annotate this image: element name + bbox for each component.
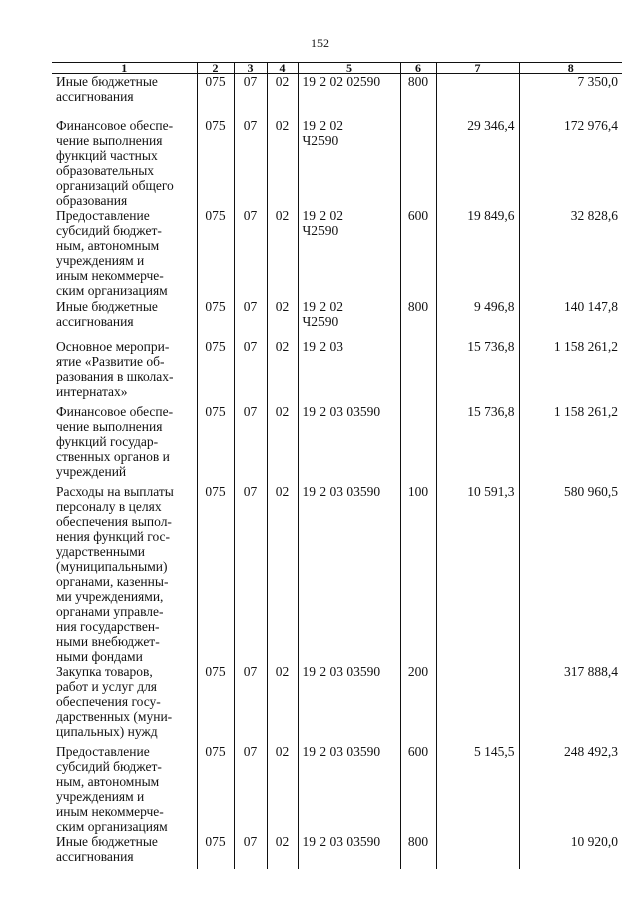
row-col-8: 580 960,5 — [519, 484, 622, 664]
row-col-7: 5 145,5 — [436, 744, 519, 834]
row-type: 600 — [400, 208, 436, 299]
row-col-3: 07 — [234, 118, 267, 208]
row-code: 19 2 02 Ч2590 — [298, 208, 400, 299]
row-col-2: 075 — [197, 404, 234, 484]
header-col-1: 1 — [52, 63, 197, 74]
row-col-4: 02 — [267, 834, 298, 869]
row-code: 19 2 03 — [298, 339, 400, 404]
row-type — [400, 339, 436, 404]
row-col-4: 02 — [267, 299, 298, 339]
row-code: 19 2 02 Ч2590 — [298, 118, 400, 208]
row-col-4: 02 — [267, 339, 298, 404]
row-col-2: 075 — [197, 744, 234, 834]
row-col-4: 02 — [267, 404, 298, 484]
row-col-8: 317 888,4 — [519, 664, 622, 744]
row-col-7 — [436, 74, 519, 118]
row-col-3: 07 — [234, 484, 267, 664]
row-col-7: 29 346,4 — [436, 118, 519, 208]
table-header-row — [52, 63, 622, 74]
header-col-2: 2 — [197, 63, 234, 74]
row-code: 19 2 02 Ч2590 — [298, 299, 400, 339]
row-col-2: 075 — [197, 339, 234, 404]
row-code: 19 2 03 03590 — [298, 404, 400, 484]
row-code: 19 2 03 03590 — [298, 664, 400, 744]
row-col-7: 15 736,8 — [436, 404, 519, 484]
row-col-3: 07 — [234, 834, 267, 869]
table-row — [52, 834, 622, 869]
row-col-2: 075 — [197, 208, 234, 299]
row-type: 600 — [400, 744, 436, 834]
row-name: Финансовое обеспе- чение выполнения функций государ- ственных органов и учреждений — [56, 403, 174, 479]
row-name: Предоставление субсидий бюджет- ным, автономным учреждениям и иным некоммерче- ским организациям — [56, 743, 168, 834]
row-col-2: 075 — [197, 484, 234, 664]
row-col-4: 02 — [267, 74, 298, 118]
row-col-3: 07 — [234, 299, 267, 339]
row-name: Закупка товаров, работ и услуг для обеспечения госу- дарственных (муни- ципальных) нужд — [56, 663, 173, 739]
row-col-8: 172 976,4 — [519, 118, 622, 208]
table-row — [52, 744, 622, 834]
row-col-8: 32 828,6 — [519, 208, 622, 299]
row-col-7: 10 591,3 — [436, 484, 519, 664]
row-col-7 — [436, 834, 519, 869]
row-col-4: 02 — [267, 664, 298, 744]
table-row — [52, 339, 622, 404]
row-name: Предоставление субсидий бюджет- ным, автономным учреждениям и иным некоммерче- ским организациям — [56, 207, 168, 298]
budget-table — [52, 62, 622, 869]
row-col-4: 02 — [267, 744, 298, 834]
row-col-8: 10 920,0 — [519, 834, 622, 869]
row-col-3: 07 — [234, 744, 267, 834]
header-col-6: 6 — [400, 63, 436, 74]
row-col-7: 15 736,8 — [436, 339, 519, 404]
table-row — [52, 484, 622, 664]
row-col-2: 075 — [197, 299, 234, 339]
header-col-5: 5 — [298, 63, 400, 74]
table-row — [52, 299, 622, 339]
row-col-2: 075 — [197, 74, 234, 118]
row-col-8: 140 147,8 — [519, 299, 622, 339]
row-col-3: 07 — [234, 664, 267, 744]
row-name: Иные бюджетные ассигнования — [56, 298, 158, 329]
row-name: Иные бюджетные ассигнования — [56, 833, 158, 864]
row-type — [400, 118, 436, 208]
row-type — [400, 404, 436, 484]
row-code: 19 2 03 03590 — [298, 484, 400, 664]
row-name: Иные бюджетные ассигнования — [56, 74, 158, 104]
row-name: Основное меропри- ятие «Развитие об- разования в школах- интернатах» — [56, 338, 174, 399]
row-col-8: 1 158 261,2 — [519, 339, 622, 404]
row-col-8: 1 158 261,2 — [519, 404, 622, 484]
row-type: 800 — [400, 74, 436, 118]
row-col-7 — [436, 664, 519, 744]
row-col-3: 07 — [234, 404, 267, 484]
row-col-3: 07 — [234, 74, 267, 118]
table-row — [52, 404, 622, 484]
row-type: 200 — [400, 664, 436, 744]
page-number: 152 — [311, 36, 329, 50]
header-col-3: 3 — [234, 63, 267, 74]
row-code: 19 2 03 03590 — [298, 834, 400, 869]
row-col-4: 02 — [267, 208, 298, 299]
row-col-3: 07 — [234, 208, 267, 299]
row-code: 19 2 03 03590 — [298, 744, 400, 834]
row-col-2: 075 — [197, 834, 234, 869]
row-name: Финансовое обеспе- чение выполнения функций частных образовательных организаций общего образования — [56, 117, 174, 208]
row-type: 100 — [400, 484, 436, 664]
row-col-4: 02 — [267, 484, 298, 664]
table-row — [52, 74, 622, 118]
row-col-7: 19 849,6 — [436, 208, 519, 299]
row-col-4: 02 — [267, 118, 298, 208]
header-col-8: 8 — [519, 63, 622, 74]
row-col-2: 075 — [197, 664, 234, 744]
header-col-4: 4 — [267, 63, 298, 74]
row-type: 800 — [400, 834, 436, 869]
table-row — [52, 118, 622, 208]
row-type: 800 — [400, 299, 436, 339]
table-row — [52, 664, 622, 744]
row-col-8: 248 492,3 — [519, 744, 622, 834]
table-row — [52, 208, 622, 299]
row-code: 19 2 02 02590 — [298, 74, 400, 118]
header-col-7: 7 — [436, 63, 519, 74]
row-col-3: 07 — [234, 339, 267, 404]
row-col-7: 9 496,8 — [436, 299, 519, 339]
row-col-2: 075 — [197, 118, 234, 208]
row-col-8: 7 350,0 — [519, 74, 622, 118]
row-name: Расходы на выплаты персоналу в целях обеспечения выпол- нения функций гос- ударственными (муниципальными) органами, казенны- ми учреждениями, органами управле- ния государствен- ными внебюджет- ными фондами — [56, 483, 174, 664]
